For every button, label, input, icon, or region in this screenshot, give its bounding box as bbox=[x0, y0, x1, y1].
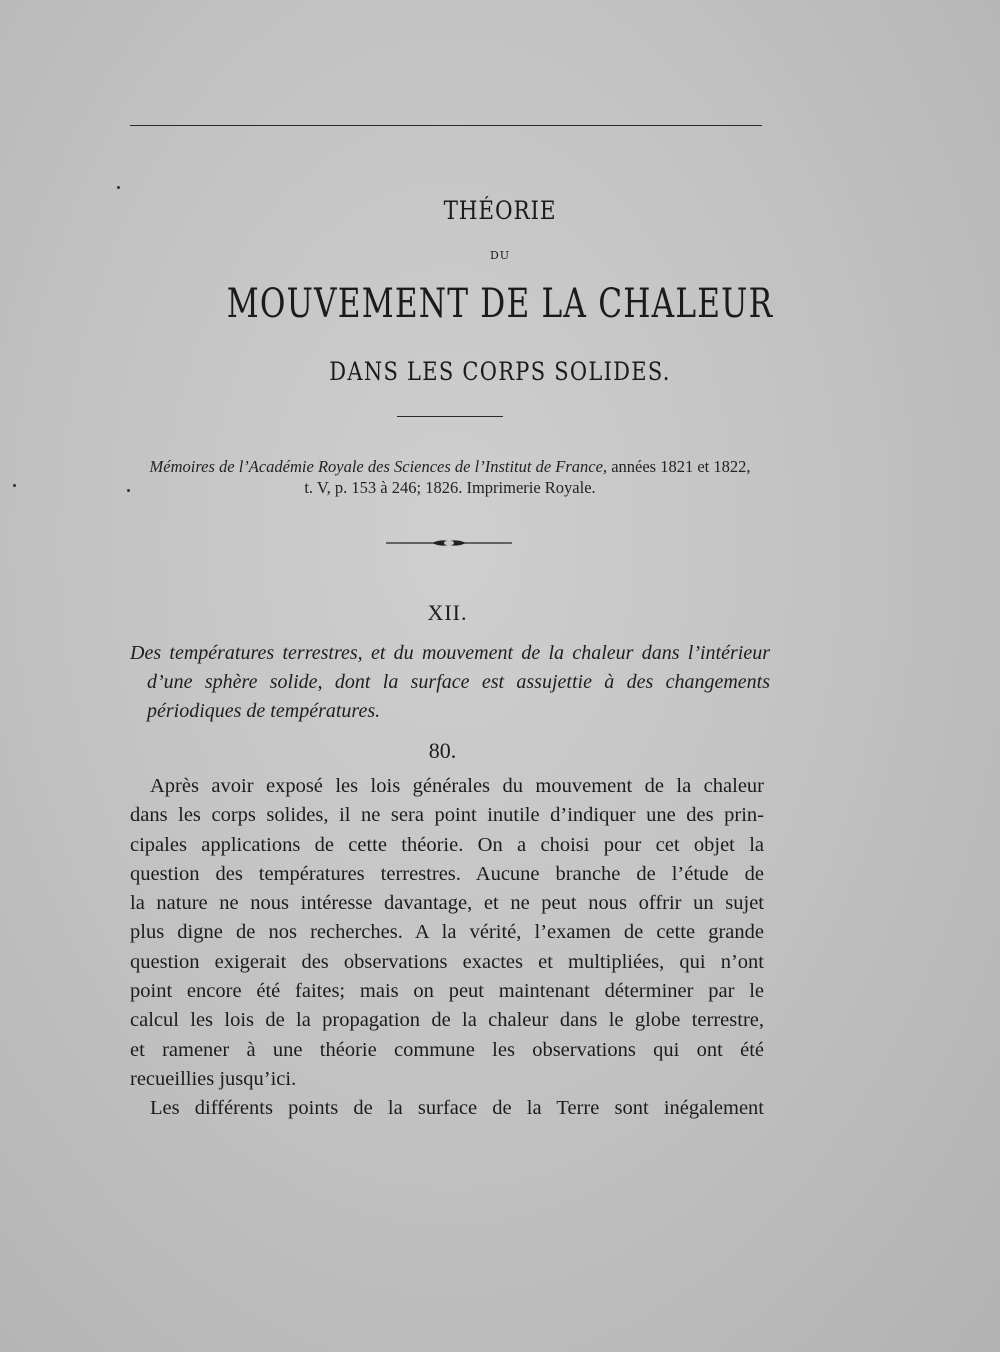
ornament-divider-icon bbox=[384, 533, 514, 553]
title-divider-rule bbox=[397, 416, 503, 417]
header-rule bbox=[130, 125, 762, 126]
section-number: XII. bbox=[427, 600, 468, 625]
body-line: cipales applications de cette théorie. On a choisi pour cet objet la bbox=[130, 833, 764, 856]
title-du: DU bbox=[489, 249, 511, 262]
body-line: point encore été faites; mais on peut maintenant déterminer par le bbox=[130, 980, 764, 1003]
body-line: Après avoir exposé les lois générales du mouvement de la chaleur bbox=[150, 775, 764, 797]
paragraph-number: 80. bbox=[428, 738, 457, 763]
section-title bbox=[130, 639, 770, 726]
body-line: dans les corps solides, il ne sera point inutile d’indiquer une des prin- bbox=[130, 804, 764, 827]
title-main: MOUVEMENT DE LA CHALEUR bbox=[226, 281, 774, 327]
body-line: la nature ne nous intéresse davantage, et ne peut nous offrir un sujet bbox=[130, 892, 764, 915]
section-title-line: d’une sphère solide, dont la surface est assujettie à des changements bbox=[147, 671, 770, 693]
body-line: question des températures terrestres. Aucune branche de l’étude de bbox=[130, 862, 764, 885]
body-line: Les différents points de la surface de la Terre sont inégalement bbox=[150, 1097, 764, 1120]
body-line: question exigerait des observations exactes et multipliées, qui n’ont bbox=[130, 950, 764, 973]
section-title-line: périodiques de températures. bbox=[147, 700, 381, 722]
body-line: recueillies jusqu’ici. bbox=[130, 1067, 297, 1090]
title-subtitle: DANS LES CORPS SOLIDES. bbox=[329, 357, 671, 386]
title-theorie: THÉORIE bbox=[443, 196, 557, 225]
body-line: plus digne de nos recherches. A la vérité, l’examen de cette grande bbox=[130, 921, 764, 944]
body-line: calcul les lois de la propagation de la chaleur dans le globe terrestre, bbox=[130, 1009, 764, 1032]
paper-speck bbox=[117, 186, 120, 189]
paper-speck bbox=[127, 489, 130, 492]
citation bbox=[120, 456, 780, 498]
section-title-line: Des températures terrestres, et du mouvement de la chaleur dans l’intérieur bbox=[130, 642, 770, 664]
paper-speck bbox=[13, 484, 16, 487]
citation-source: Mémoires de l’Académie Royale des Sciences de l’Institut de France, bbox=[149, 457, 608, 476]
citation-years: années 1821 et 1822, bbox=[607, 457, 751, 476]
body-line: et ramener à une théorie commune les observations qui ont été bbox=[130, 1038, 764, 1061]
body-text bbox=[130, 772, 764, 1124]
citation-volume: t. V, p. 153 à 246; 1826. Imprimerie Royale. bbox=[304, 478, 596, 497]
